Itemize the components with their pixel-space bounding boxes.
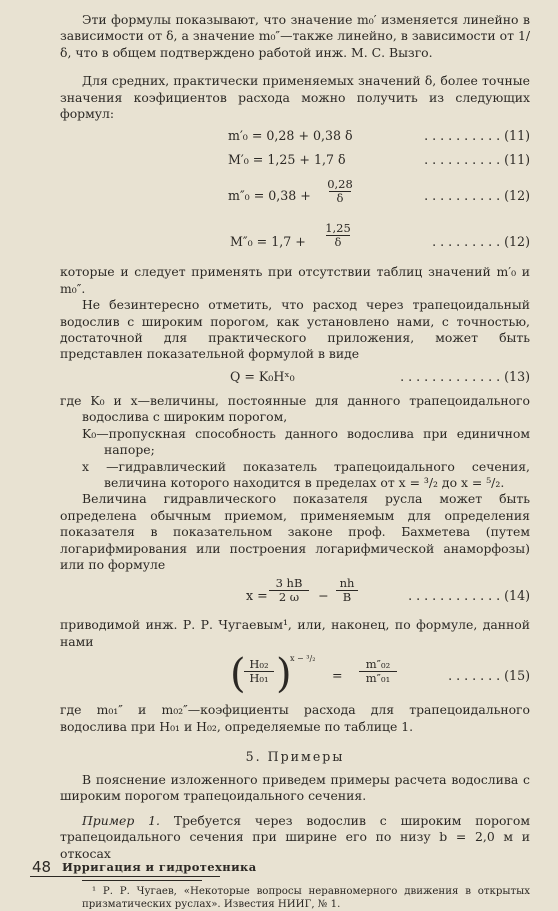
running-title-rule — [30, 876, 220, 877]
paragraph-formula-remark — [60, 12, 530, 61]
equation-14 — [60, 576, 530, 611]
paragraph-exponential-formula — [60, 297, 530, 363]
footnote-rule — [82, 880, 202, 881]
page-number: 48 — [32, 858, 52, 876]
fraction-ratio — [356, 658, 400, 685]
fraction-numerator: 0,28 — [327, 177, 353, 192]
paragraph-text: приводимой инж. Р. Р. Чугаевым¹, или, наконец, по формуле, данной нами — [60, 617, 530, 649]
equation-number: . . . . . . . (15) — [448, 668, 530, 684]
paragraph-coefficients-intro — [60, 73, 530, 122]
fraction-numerator: H₀₂ — [249, 657, 269, 672]
equation-12a — [60, 177, 530, 210]
equation-number: . . . . . . . . . (12) — [432, 234, 530, 250]
fraction-denominator: B — [342, 590, 352, 605]
equation-number: . . . . . . . . . . (11) — [424, 128, 530, 144]
running-title: Ирригация и гидротехника — [62, 860, 257, 874]
fraction-denominator: H₀₁ — [249, 671, 269, 686]
paragraph-text: Требуется через водослив с широким порогом трапецоидального сечения при ширине его по низу b = 2,0 м и откосах — [60, 812, 530, 861]
right-paren: ) — [276, 651, 292, 698]
fraction-denominator: 2 ω — [278, 590, 300, 605]
fraction — [318, 222, 358, 249]
fraction-denominator: δ — [336, 191, 344, 206]
left-paren: ( — [230, 651, 246, 698]
fraction-denominator: m″₀₁ — [365, 671, 391, 686]
fraction-second — [332, 577, 362, 604]
definition-text: K₀—пропускная способность данного водослива при единичном напоре; — [82, 425, 530, 458]
footnote: ¹ Р. Р. Чугаев, «Некоторые вопросы неравномерного движения в открытых призматических руслах». Известия НИИГ, № 1. — [82, 886, 530, 910]
fraction-numerator: 1,25 — [325, 221, 351, 236]
equals-sign: = — [332, 668, 343, 684]
fraction — [322, 178, 358, 205]
equation-number: . . . . . . . . . . (11) — [424, 152, 530, 168]
equation-11a — [60, 128, 530, 146]
equation-number: . . . . . . . . . . (12) — [424, 188, 530, 204]
minus-sign: − — [318, 588, 329, 604]
equation-lhs: x = — [246, 588, 268, 604]
fraction-denominator: δ — [334, 235, 342, 250]
fraction-base — [242, 658, 276, 685]
fraction-numerator: 3 hB — [275, 576, 303, 591]
definition-text: x —гидравлический показатель трапецоидального сечения, величина которого находится в пределах от x = ³/₂ до x = ⁵/₂. — [82, 458, 530, 490]
paragraph-example-1 — [60, 813, 530, 862]
equation-11b — [60, 152, 530, 170]
paragraph-text: В пояснение изложенного приведем примеры расчета водослива с широким порогом трапецоидального сечения. — [60, 771, 530, 804]
equation-13 — [60, 369, 530, 387]
definition-k0 — [82, 426, 530, 459]
paragraph-text: Для средних, практически применяемых значений δ, более точные значения коэфициентов расхода можно получить из следующих формул: — [60, 73, 530, 122]
paragraph-text: Не безинтересно отметить, что расход через трапецоидальный водослив с широким порогом, как установлено нами, с точностью, достаточной для практического приложения, может быть представлен показательной формулой в виде — [60, 297, 530, 362]
paragraph-examples-intro — [60, 772, 530, 805]
equation-lhs: Q = K₀Hˣ₀ — [230, 368, 295, 384]
equation-number: . . . . . . . . . . . . . (13) — [400, 368, 530, 384]
example-label: Пример 1. — [82, 812, 160, 828]
equation-number: . . . . . . . . . . . . (14) — [408, 588, 530, 604]
paragraph-hydraulic-exponent — [60, 491, 530, 573]
paragraph-coefficients-definition — [60, 702, 530, 735]
section-heading: 5. Примеры — [245, 748, 345, 764]
definition-x — [82, 459, 530, 492]
equation-12b — [60, 221, 530, 256]
exponent: x − ³/₂ — [290, 654, 316, 664]
equation-15 — [60, 651, 530, 698]
paragraph-text: которые и следует применять при отсутствии таблиц значений m′₀ и m₀″. — [60, 264, 530, 296]
equation-lhs: M″₀ = 1,7 + — [230, 234, 306, 250]
fraction-numerator: nh — [339, 576, 355, 591]
paragraph-text: где m₀₁″ и m₀₂″—коэфициенты расхода для трапецоидального водослива при H₀₁ и H₀₂, определяемые по таблице 1. — [60, 702, 530, 734]
fraction-first — [266, 577, 312, 604]
paragraph-usage-note — [60, 264, 530, 297]
paragraph-text: Величина гидравлического показателя русла может быть определена обычным приемом, применяемым для определения показателя в показательном законе проф. Бахметева (путем логарифмирования или построения логарифмической анаморфозы) или по формуле — [60, 491, 530, 572]
equation-lhs: m′₀ = 0,28 + 0,38 δ — [228, 128, 353, 144]
definition-k0-x — [60, 393, 530, 426]
equation-lhs: M′₀ = 1,25 + 1,7 δ — [228, 152, 346, 168]
definition-text: где K₀ и x—величины, постоянные для данного трапецоидального водослива с широким порогом, — [60, 392, 530, 425]
fraction-numerator: m″₀₂ — [365, 657, 391, 672]
paragraph-chugaev — [60, 617, 530, 650]
paragraph-text: Эти формулы показывают, что значение m₀′ изменяется линейно в зависимости от δ, а значение m₀″—также линейно, в зависимости от 1/δ, что в общем подтверждено работой инж. М. С. Вызго. — [60, 12, 530, 60]
equation-lhs: m″₀ = 0,38 + — [228, 188, 311, 204]
